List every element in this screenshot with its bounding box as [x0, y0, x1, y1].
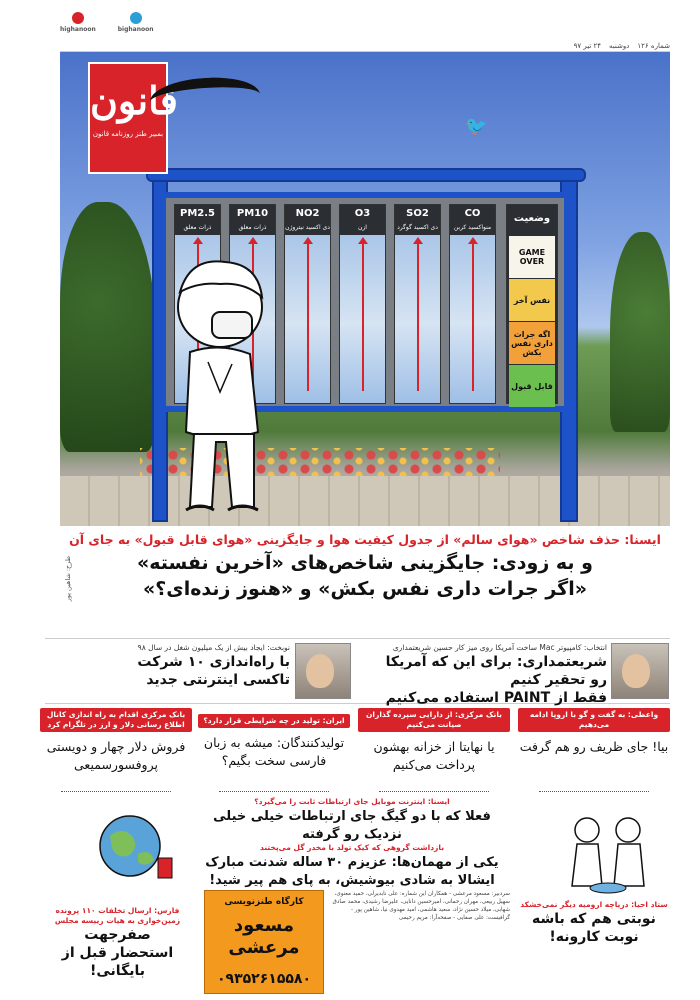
crow-icon: 🐦 — [465, 116, 488, 137]
photo-shariatmadari — [611, 643, 669, 699]
trees-right — [610, 232, 670, 432]
so2-column: SO2 دی اکسید گوگرد — [394, 204, 441, 404]
story-shariatmadari[interactable]: انتخاب: کامپیوتر Mac ساخت آمریکا روی میز کار حسین شریعتمداری شریعتمداری: برای این که آمریکا رو تحقیر کنیم فقط از PAINT استفاده می‌کنیم — [385, 643, 607, 706]
story-row-1 — [45, 638, 670, 704]
issue-date: ۲۴ تیر ۹۷ — [573, 41, 602, 50]
story-vaezi[interactable]: واعظی: به گفت و گو با اروپا ادامه می‌دهیم بیا! جای ظریف رو هم گرفت — [518, 708, 670, 794]
trees-left — [60, 202, 155, 452]
board-top-beam — [146, 168, 586, 182]
telegram-link[interactable] — [118, 12, 154, 33]
sweating-earth-cartoon — [80, 806, 180, 886]
ad-phone: ۰۹۳۵۲۶۱۵۵۸۰ — [217, 971, 311, 987]
status-column — [506, 204, 558, 404]
cover-caption — [60, 530, 670, 602]
aparat-icon — [72, 12, 84, 24]
portrait-icon — [622, 654, 650, 688]
no2-column: NO2 دی اکسید نیتروژن — [284, 204, 331, 404]
story-row-3 — [40, 796, 670, 996]
story-mobile-internet[interactable]: ایسنا: اینترنت موبایل جای ارتباطات ثابت را می‌گیرد؟ فعلا که با دو گیگ جای ارتباطات خیلی خیلی نزدیک رو گرفته — [213, 797, 491, 842]
logo-tagline: بمبیر طنز روزنامه قانون — [92, 130, 164, 138]
story-production[interactable]: ایران: تولید در چه شرایطی قرار دارد؟ تولیدکنندگان: میشه به زبان فارسی سخت بگیم؟ — [198, 708, 350, 794]
pm25-column: PM2.5 ذرات معلق — [174, 204, 221, 404]
staff-credits: سردبیر: مسعود مرعشی - همکاران این شماره: علی نابدیرلی، حمید معنوی، سهیل ربیعی، مهران رحمانی، امیرحسین دانایی، علیرضا رشیدی، محمد صادق شهابی، میلاد حسین نژاد، سعید هاشمی، امید مهدوی نیا، شاهین پور - گرافیست: علی صفایی - صفحه‌آرا: مریم رحیمی — [332, 891, 510, 921]
pm10-column: PM10 ذرات معلق — [229, 204, 276, 404]
issue-number: شماره ۱۲۶ — [637, 41, 670, 50]
telegram-handle: highanoon — [60, 26, 96, 33]
artist-credit: طرح: شاهین پور — [64, 556, 72, 602]
issue-bar — [60, 40, 670, 52]
co-column: CO منواکسید کربن — [449, 204, 496, 404]
portrait-icon — [306, 654, 334, 688]
story-urmia-lake[interactable]: ستاد احیا: دریاچه ارومیه دیگر نمی‌خشکد نوبتی هم که باشه نوبت کارونه! — [520, 900, 668, 945]
issue-day: دوشنبه — [609, 41, 630, 50]
status-acceptable: قابل قبول — [509, 365, 555, 407]
rising-arrow-icon — [307, 241, 309, 391]
aparat-handle: bighanoon — [117, 26, 154, 33]
story-birthday-cake[interactable]: بازداشت گروهی که کیک تولد با مخدر گل می‌پختند یکی از مهمان‌ها: عزیزم ۳۰ ساله شدنت مبارک ایشالا به شادی بیوشیش، به پای هم پیر شید! — [205, 843, 499, 888]
newspaper-logo[interactable]: قانون بمبیر طنز روزنامه قانون — [88, 62, 168, 174]
o3-column: O3 ازن — [339, 204, 386, 404]
story-dollar-channel[interactable]: بانک مرکزی اقدام به راه اندازی کانال اطلاع رسانی دلار و ارز در تلگرام کرد فروش دلار چهار و دویستی پروفسورسمیعی — [40, 708, 192, 794]
story-central-bank-deposits[interactable]: بانک مرکزی: از دارایی سپرده گذاران صیانت می‌کنیم یا نهایتا از خزانه بهشون پرداخت می‌کنیم — [358, 708, 510, 794]
status-header: وضعیت — [513, 213, 551, 224]
cover-headline-1: و به زودی: جایگزینی شاخص‌های «آخرین نفسته» — [137, 552, 593, 574]
aparat-link[interactable] — [60, 12, 96, 33]
social-links — [60, 12, 154, 33]
rising-arrow-icon — [362, 241, 364, 391]
story-nobakht[interactable]: نوبخت: ایجاد بیش از یک میلیون شغل در سال ۹۸ با راه‌اندازی ۱۰ شرکت تاکسی اینترنتی جدید — [137, 643, 290, 688]
writing-workshop-ad[interactable]: کارگاه طنزنویسی مسعود مرعشی ۰۹۳۵۲۶۱۵۵۸۰ — [204, 890, 324, 994]
masked-boy-cartoon — [150, 252, 280, 522]
cover-kicker: ایسنا: حذف شاخص «هوای سالم» از جدول کیفیت هوا و جایگزینی «هوای قابل قبول» به جای آن — [69, 532, 661, 547]
status-game-over: GAME OVER — [509, 236, 555, 278]
telegram-icon — [130, 12, 142, 24]
cover-headline-2: «اگر جرات داری نفس بکش» و «هنوز زنده‌ای؟» — [142, 578, 588, 600]
story-land-grab[interactable]: فارس: ارسال تخلفات ۱۱۰ پرونده زمین‌خواری به هیات رییسه مجلس صفرجهت استحضار قبل از بایگانی! — [54, 906, 181, 979]
rising-arrow-icon — [472, 241, 474, 391]
two-men-cartoon — [552, 806, 662, 896]
rising-arrow-icon — [417, 241, 419, 391]
story-row-2 — [40, 706, 670, 796]
status-dare-breathe: اگه جرات داری نفس بکش — [509, 322, 555, 364]
photo-nobakht — [295, 643, 351, 699]
status-last-breath: نفس آخر — [509, 279, 555, 321]
